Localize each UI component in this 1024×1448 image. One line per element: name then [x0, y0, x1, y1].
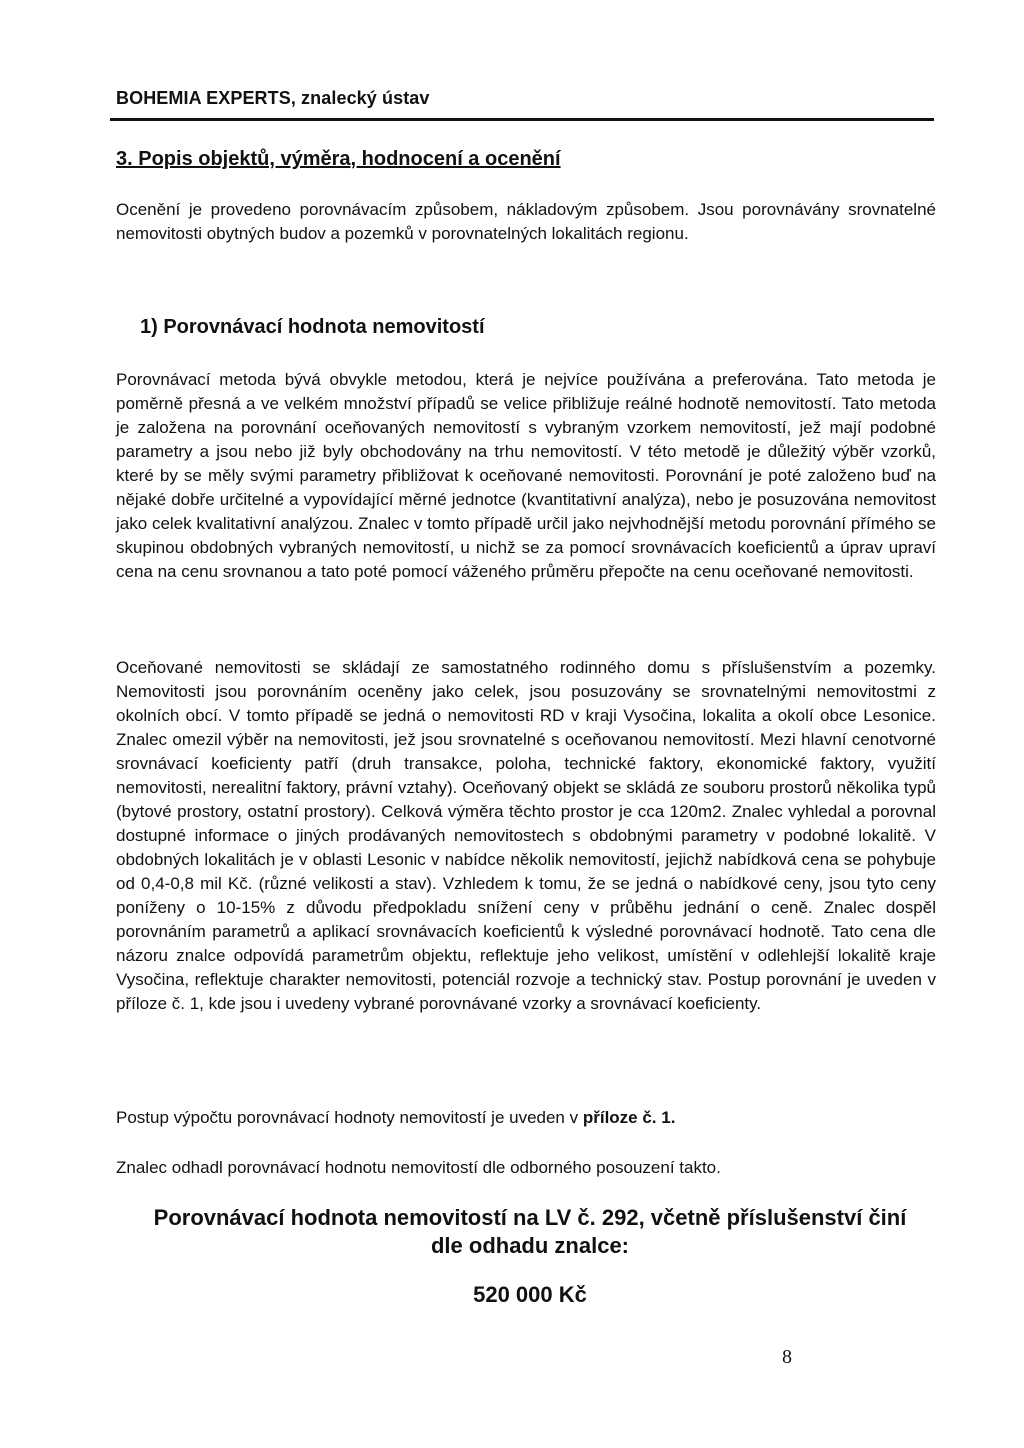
- subsection-title: 1) Porovnávací hodnota nemovitostí: [140, 316, 485, 338]
- appendix-reference: příloze č. 1.: [582, 1108, 676, 1127]
- result-value: 520 000 Kč: [473, 1282, 587, 1307]
- result-heading-line2: dle odhadu znalce:: [430, 1233, 630, 1258]
- result-heading: [100, 1204, 960, 1260]
- procedure-sentence: [116, 1106, 936, 1130]
- result-heading-line1: Porovnávací hodnota nemovitostí na LV č. 292, včetně příslušenství činí: [153, 1205, 907, 1230]
- header-rule: [110, 118, 934, 121]
- procedure-text: Postup výpočtu porovnávací hodnoty nemovitostí je uveden v: [116, 1108, 583, 1127]
- estimate-sentence: Znalec odhadl porovnávací hodnotu nemovitostí dle odborného posouzení takto.: [116, 1158, 721, 1177]
- section-title: 3. Popis objektů, výměra, hodnocení a ocenění: [116, 148, 561, 170]
- property-paragraph: Oceňované nemovitosti se skládají ze samostatného rodinného domu s příslušenstvím a pozemky. Nemovitosti jsou porovnáním oceněny jako celek, jsou posuzovány se srovnatelnými nemovitostmi z okolních obcí. V tomto případě se jedná o nemovitosti RD v kraji Vysočina, lokalita a okolí obce Lesonice. Znalec omezil výběr na nemovitosti, jež jsou srovnatelné s oceňovanou nemovitostí. Mezi hlavní cenotvorné srovnávací koeficienty patří (druh transakce, poloha, technické faktory, ekonomické faktory, využití nemovitosti, nerealitní faktory, právní vztahy). Oceňovaný objekt se skládá ze souboru prostorů několika typů (bytové prostory, ostatní prostory). Celková výměra těchto prostor je cca 120m2. Znalec vyhledal a porovnal dostupné informace o jiných prodávaných nemovitostech s obdobnými parametry v podobné lokalitě. V obdobných lokalitách je v oblasti Lesonic v nabídce několik nemovitostí, jejichž nabídková cena se pohybuje od 0,4-0,8 mil Kč. (různé velikosti a stav). Vzhledem k tomu, že se jedná o nabídkové ceny, jsou tyto ceny poníženy o 10-15% z důvodu předpokladu snížení ceny v průběhu jednání o ceně. Znalec dospěl porovnáním parametrů a aplikací srovnávacích koeficientů k výsledné porovnávací hodnotě. Tato cena dle názoru znalce odpovídá parametrům objektu, reflektuje jeho velikost, umístění v odlehlejší lokalitě kraje Vysočina, reflektuje charakter nemovitosti, potenciál rozvoje a technický stav. Postup porovnání je uveden v příloze č. 1, kde jsou i uvedeny vybrané porovnávané vzorky a srovnávací koeficienty.: [116, 658, 936, 1013]
- page-number: 8: [782, 1346, 792, 1368]
- method-paragraph: Porovnávací metoda bývá obvykle metodou, která je nejvíce používána a preferována. Tato metoda je poměrně přesná a ve velkém množství případů se velice přibližuje reálné hodnotě nemovitostí. Tato metoda je založena na porovnání oceňovaných nemovitostí s vybraným vzorkem nemovitostí, jež mají podobné parametry a jsou nebo již byly obchodovány na trhu nemovitostí. V této metodě je důležitý výběr vzorků, které by se měly svými parametry přibližovat k oceňované nemovitosti. Porovnání je poté založeno buď na nějaké dobře určitelné a vypovídající měrné jednotce (kvantitativní analýza), nebo je posuzována nemovitost jako celek kvalitativní analýzou. Znalec v tomto případě určil jako nejvhodnější metodu porovnání přímého se skupinou obdobných vybraných nemovitostí, u nichž se za pomocí srovnávacích koeficientů a úprav upraví cena na cenu srovnanou a tato poté pomocí váženého průměru přepočte na cenu oceňované nemovitosti.: [116, 370, 936, 581]
- document-header: BOHEMIA EXPERTS, znalecký ústav: [116, 88, 430, 108]
- intro-paragraph: Ocenění je provedeno porovnávacím způsobem, nákladovým způsobem. Jsou porovnávány srovnatelné nemovitosti obytných budov a pozemků v porovnatelných lokalitách regionu.: [116, 200, 936, 243]
